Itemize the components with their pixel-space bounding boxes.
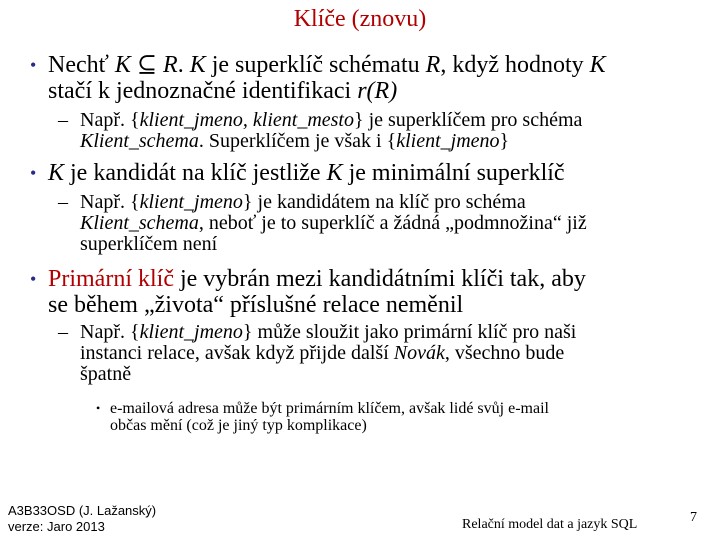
bullet-superkey [30,52,708,104]
sub-primary-line1: Např. {klient_jmeno} může sloužit jako primární klíč pro naši [80,321,577,343]
subsub-email-line2: občas mění (což je jiný typ komplikace) [110,417,367,434]
sub-candidate-example [58,191,710,255]
footer-course: A3B33OSD (J. Lažanský) [8,503,157,518]
dash-icon: – [58,191,68,213]
page-number: 7 [690,510,697,525]
bullet-superkey-line1: Nechť K ⊆ R. K je superklíč schématu R, když hodnoty K [48,52,606,78]
bullet-dot-icon: • [30,163,37,183]
sub-superkey-line2: Klient_schema. Superklíčem je však i {klient_jmeno} [80,130,510,152]
bullet-primary-key [30,266,708,318]
bullet-primary-line2: se během „života“ příslušné relace neměnil [48,292,464,318]
subsub-email-line1: e-mailová adresa může být primárním klíčem, avšak lidé svůj e-mail [110,400,549,417]
sub-candidate-line2: Klient_schema, neboť je to superklíč a žádná „podmnožina“ již [80,212,587,234]
bullet-dot-icon: • [96,401,101,415]
bullet-primary-line1: Primární klíč je vybrán mezi kandidátními klíči tak, aby [48,266,586,292]
footer-topic: Relační model dat a jazyk SQL [462,517,638,532]
bullet-candidate-key [30,160,708,186]
bullet-superkey-line2: stačí k jednoznačné identifikaci r(R) [48,78,398,104]
sub-primary-line3: špatně [80,363,132,385]
primary-key-term: Primární klíč [48,266,174,292]
sub-superkey-line1: Např. {klient_jmeno, klient_mesto} je superklíčem pro schéma [80,109,583,131]
subsub-email-note [96,400,710,434]
dash-icon: – [58,321,68,343]
slide-title: Klíče (znovu) [293,6,427,32]
sub-superkey-example [58,109,710,152]
footer-course-info [8,503,156,535]
bullet-dot-icon: • [30,55,37,75]
sub-primary-example [58,321,710,385]
bullet-dot-icon: • [30,269,37,289]
sub-candidate-line1: Např. {klient_jmeno} je kandidátem na klíč pro schéma [80,191,526,213]
bullet-candidate-line1: K je kandidát na klíč jestliže K je minimální superklíč [48,160,565,186]
dash-icon: – [58,109,68,131]
footer-version: verze: Jaro 2013 [8,519,105,534]
sub-candidate-line3: superklíčem není [80,233,218,255]
sub-primary-line2: instanci relace, avšak když přijde další Novák, všechno bude [80,342,565,364]
